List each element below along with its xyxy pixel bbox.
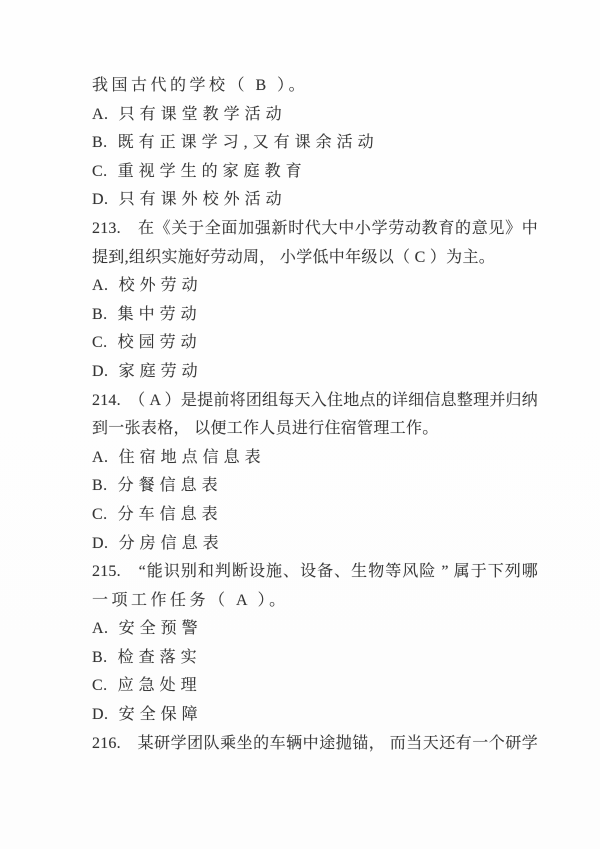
option-label: A. — [92, 277, 109, 295]
option-text: 校外劳动 — [118, 277, 203, 295]
option-text: 集中劳动 — [117, 305, 202, 323]
option-text: 分房信息表 — [118, 534, 224, 552]
option-text: 检查落实 — [117, 648, 202, 666]
option-label: C. — [92, 162, 108, 180]
option-label: C. — [92, 334, 108, 352]
option-label: B. — [92, 477, 108, 495]
option-line — [92, 186, 538, 215]
option-line — [92, 701, 538, 730]
option-line — [92, 672, 538, 701]
option-line — [92, 358, 538, 387]
exam-content — [92, 72, 538, 758]
option-line — [92, 129, 538, 158]
option-text: 安全预警 — [118, 620, 203, 638]
option-label: A. — [92, 448, 109, 466]
option-text: 安全保障 — [118, 706, 203, 724]
question-stem-line: 一项工作任务（ A ）。 — [92, 591, 289, 609]
option-label: C. — [92, 677, 108, 695]
option-label: B. — [92, 648, 108, 666]
option-label: C. — [92, 505, 108, 523]
option-line — [92, 158, 538, 187]
option-label: D. — [92, 706, 109, 724]
option-label: D. — [92, 362, 109, 380]
option-label: A. — [92, 105, 109, 123]
option-text: 重视学生的家庭教育 — [117, 162, 307, 180]
option-line — [92, 301, 538, 330]
option-text: 只有课外校外活动 — [118, 191, 287, 209]
question-stem-line: 提到,组织实施好劳动周， 小学低中年级以（ C ）为主。 — [92, 248, 496, 266]
option-line — [92, 472, 538, 501]
option-line — [92, 644, 538, 673]
option-text: 只有课堂教学活动 — [118, 105, 287, 123]
option-line — [92, 501, 538, 530]
option-text: 分餐信息表 — [117, 477, 223, 495]
option-text: 应急处理 — [117, 677, 202, 695]
option-text: 家庭劳动 — [118, 362, 203, 380]
option-label: D. — [92, 191, 109, 209]
option-line — [92, 329, 538, 358]
option-label: B. — [92, 305, 108, 323]
option-label: A. — [92, 620, 109, 638]
option-line — [92, 101, 538, 130]
option-label: D. — [92, 534, 109, 552]
question-stem-line: 215. “能识别和判断设施、设备、生物等风险 ” 属于下列哪 — [92, 563, 538, 581]
question-stem-line: 216. 某研学团队乘坐的车辆中途抛锚， 而当天还有一个研学 — [92, 734, 538, 752]
option-text: 校园劳动 — [117, 334, 202, 352]
question-stem-line: 214. （ A ）是提前将团组每天入住地点的详细信息整理并归纳 — [92, 391, 538, 409]
question-stem-line: 我国古代的学校（ B ）。 — [92, 77, 309, 94]
question-stem-line: 213. 在《关于全面加强新时代大中小学劳动教育的意见》中 — [92, 219, 538, 237]
option-label: B. — [92, 134, 108, 152]
option-text: 既有正课学习,又有课余活动 — [117, 134, 379, 152]
option-line — [92, 444, 538, 473]
option-line — [92, 272, 538, 301]
option-text: 住宿地点信息表 — [118, 448, 266, 466]
option-line — [92, 615, 538, 644]
option-line — [92, 530, 538, 559]
option-text: 分车信息表 — [117, 505, 223, 523]
question-stem-line: 到一张表格， 以便工作人员进行住宿管理工作。 — [92, 420, 439, 438]
